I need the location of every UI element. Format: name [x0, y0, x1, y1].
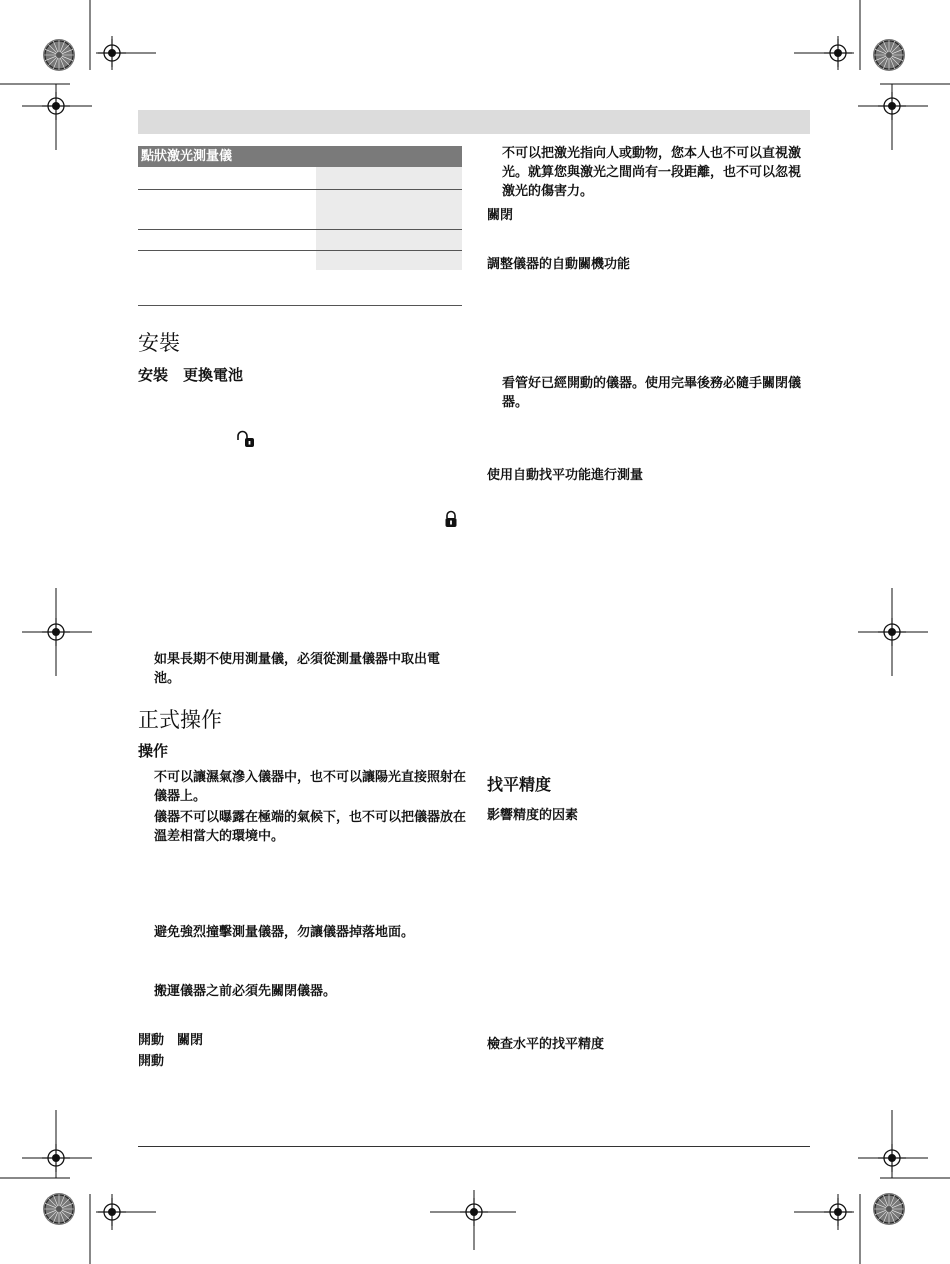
supervise-note: 看管好已經開動的儀器。使用完畢後務必隨手關閉儀器。	[502, 376, 802, 410]
off-heading: 關閉	[487, 208, 514, 223]
table-value-column	[316, 167, 462, 270]
lock-icon	[444, 510, 458, 528]
on-heading: 開動	[138, 1054, 165, 1069]
laser-warning: 不可以把激光指向人或動物，您本人也不可以直視激光。就算您與激光之間尚有一段距離，也不可以忽視激光的傷害力。	[502, 146, 802, 199]
auto-level-heading: 使用自動找平功能進行測量	[487, 468, 644, 483]
section-operation-heading: 正式操作	[138, 708, 222, 732]
section-accuracy-heading: 找平精度	[487, 775, 552, 794]
section-install-heading: 安裝	[138, 331, 180, 355]
table-row-divider	[138, 189, 462, 190]
battery-note: 如果長期不使用測量儀，必須從測量儀器中取出電池。	[154, 652, 441, 686]
header-band	[138, 110, 810, 134]
subsection-operation: 操作	[138, 742, 169, 760]
subsection-install-battery: 安裝 更換電池	[138, 366, 244, 384]
check-accuracy-heading: 檢查水平的找平精度	[487, 1037, 605, 1052]
table-row-divider	[138, 229, 462, 230]
operation-note-transport: 搬運儀器之前必須先關閉儀器。	[154, 984, 337, 999]
on-off-heading: 開動 關閉	[138, 1033, 204, 1048]
unlock-icon	[236, 430, 256, 448]
accuracy-factors-heading: 影響精度的因素	[487, 808, 579, 823]
operation-note-climate: 儀器不可以曝露在極端的氣候下，也不可以把儀器放在溫差相當大的環境中。	[154, 810, 467, 844]
footer-rule	[138, 1146, 810, 1147]
operation-note-impact: 避免強烈撞擊測量儀器，勿讓儀器掉落地面。	[154, 925, 415, 940]
operation-note-moisture: 不可以讓濕氣滲入儀器中，也不可以讓陽光直接照射在儀器上。	[154, 770, 467, 804]
table-bottom-rule	[138, 305, 462, 306]
table-title: 點狀激光測量儀	[138, 146, 462, 167]
auto-off-heading: 調整儀器的自動關機功能	[487, 257, 631, 272]
table-row-divider	[138, 250, 462, 251]
